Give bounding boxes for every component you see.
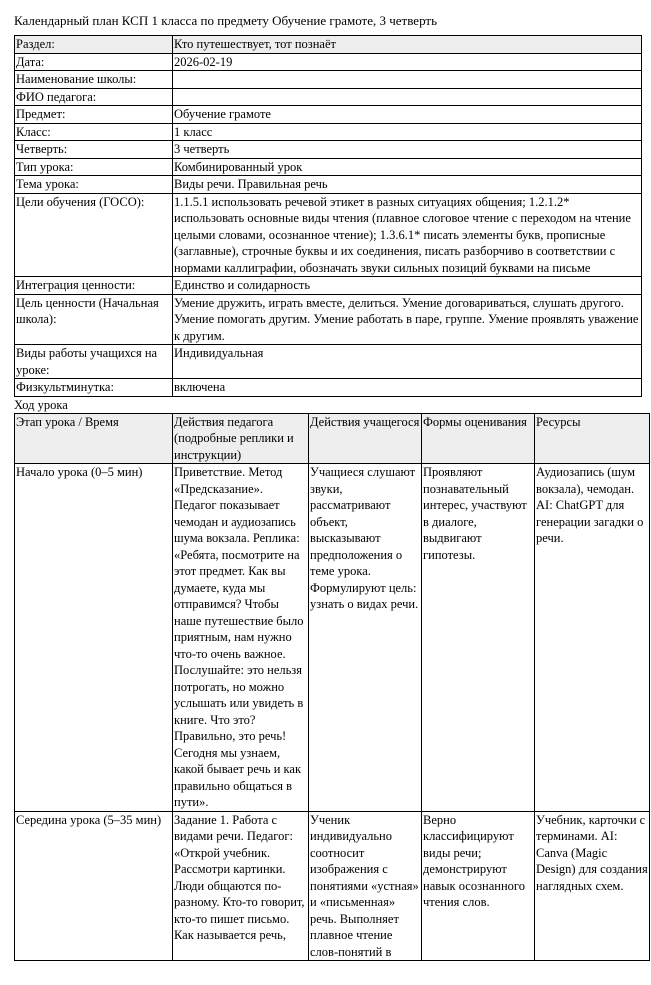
info-row [15,345,642,379]
info-key: Предмет: [15,106,173,124]
info-key: Тип урока: [15,158,173,176]
lesson-row [15,811,650,961]
info-table [14,35,642,397]
info-value: Кто путешествует, тот познаёт [173,36,642,54]
info-value: Умение дружить, играть вместе, делиться. Умение договариваться, слушать другого. Умение помогать другим. Умение работать в паре, группе. Умение проявлять уважение к другим. [173,294,642,345]
header-stage: Этап урока / Время [15,413,173,464]
lesson-section-title: Ход урока [14,397,68,412]
info-row [15,158,642,176]
info-value: 3 четверть [173,141,642,159]
info-key: Виды работы учащихся на уроке: [15,345,173,379]
info-value [173,71,642,89]
info-value: 1 класс [173,123,642,141]
info-key: Тема урока: [15,176,173,194]
header-resources: Ресурсы [535,413,650,464]
student-actions-cell: Ученик индивидуально соотносит изображения с понятиями «устная» и «письменная» речь. Выполняет плавное чтение слов-понятий в [309,811,422,961]
document-title: Календарный план КСП 1 класса по предмету Обучение грамоте, 3 четверть [14,13,438,28]
info-key: Интеграция ценности: [15,277,173,295]
lesson-stage-cell: Начало урока (0–5 мин) [15,464,173,812]
info-value: включена [173,379,642,397]
lesson-stage-cell: Середина урока (5–35 мин) [15,811,173,961]
teacher-actions-cell: Приветствие. Метод «Предсказание». Педагог показывает чемодан и аудиозапись шума вокзала. Реплика: «Ребята, посмотрите на этот предмет. Как вы думаете, куда мы отправимся? Чтобы наше путешествие было приятным, нам нужно что-то очень важное. Послушайте: это нельзя потрогать, но можно услышать или увидеть в книге. Что это? Правильно, это речь! Сегодня мы узнаем, какой бывает речь и как правильно общаться в пути». [173,464,309,812]
info-row [15,277,642,295]
info-row [15,106,642,124]
info-key: ФИО педагога: [15,88,173,106]
document-page [14,12,648,961]
info-key: Четверть: [15,141,173,159]
student-actions-cell: Учащиеся слушают звуки, рассматривают объект, высказывают предположения о теме урока. Формулируют цель: узнать о видах речи. [309,464,422,812]
info-row [15,193,642,277]
info-row [15,294,642,345]
info-key: Наименование школы: [15,71,173,89]
info-key: Класс: [15,123,173,141]
info-key: Раздел: [15,36,173,54]
header-teacher-actions: Действия педагога (подробные реплики и инструкции) [173,413,309,464]
info-row [15,53,642,71]
info-value: 2026-02-19 [173,53,642,71]
info-value: Комбинированный урок [173,158,642,176]
header-assessment: Формы оценивания [422,413,535,464]
info-value: Единство и солидарность [173,277,642,295]
info-row [15,71,642,89]
info-key: Дата: [15,53,173,71]
resources-cell: Аудиозапись (шум вокзала), чемодан. AI: ChatGPT для генерации загадки о речи. [535,464,650,812]
resources-cell: Учебник, карточки с терминами. AI: Canva (Magic Design) для создания наглядных схем. [535,811,650,961]
info-row [15,141,642,159]
info-row [15,123,642,141]
info-row [15,88,642,106]
lesson-row [15,464,650,812]
info-value: Виды речи. Правильная речь [173,176,642,194]
info-row [15,176,642,194]
lesson-table [14,413,650,962]
info-key: Цели обучения (ГОСО): [15,193,173,277]
info-row [15,36,642,54]
header-student-actions: Действия учащегося [309,413,422,464]
assessment-cell: Проявляют познавательный интерес, участвуют в диалоге, выдвигают гипотезы. [422,464,535,812]
info-key: Цель ценности (Начальная школа): [15,294,173,345]
info-key: Физкультминутка: [15,379,173,397]
info-value: Обучение грамоте [173,106,642,124]
info-row [15,379,642,397]
info-value [173,88,642,106]
lesson-header-row [15,413,650,464]
info-value: Индивидуальная [173,345,642,379]
assessment-cell: Верно классифицируют виды речи; демонстрируют навык осознанного чтения слов. [422,811,535,961]
teacher-actions-cell: Задание 1. Работа с видами речи. Педагог: «Открой учебник. Рассмотри картинки. Люди общаются по-разному. Кто-то говорит, кто-то пишет письмо. Как называется речь, [173,811,309,961]
info-value: 1.1.5.1 использовать речевой этикет в разных ситуациях общения; 1.2.1.2* использовать основные виды чтения (плавное слоговое чтение с переходом на чтение целыми словами, осознанное чтение); 1.3.6.1* писать элементы букв, прописные (заглавные), строчные буквы и их соединения, писать разборчиво в соответствии с нормами каллиграфии, обозначать звуки сильных позиций буквами на письме [173,193,642,277]
